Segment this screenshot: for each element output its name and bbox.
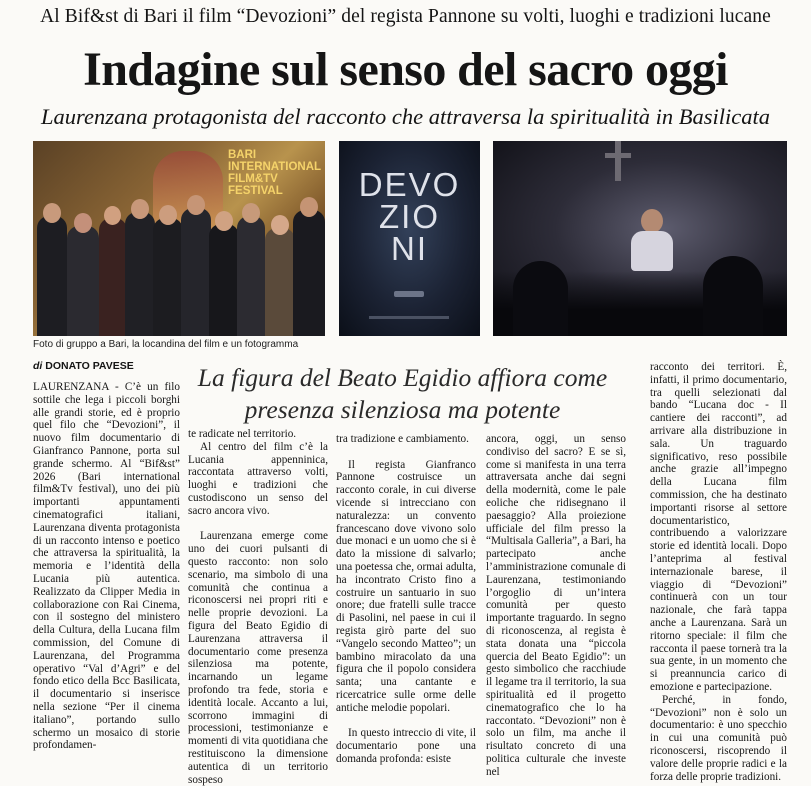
person (153, 218, 183, 336)
paragraph: tra tradizione e cambiamento. (336, 433, 469, 445)
person (181, 208, 211, 336)
article-column-1 (33, 381, 180, 752)
face (131, 199, 149, 219)
film-still (493, 141, 787, 336)
paragraph: Il regista Gianfranco Pannone costruisce un racconto corale, in cui diverse vicende si intrecciano con naturalezza: un convento francescano dove vivono solo due monaci e un uomo che si è dato la missione di salvarlo; una poetessa che, ormai adulta, ha incontrato Cristo fino a costruire un santuario in suo onore; due fratelli sulle tracce di Pasolini, nel paese in cui il regista girò parte del suo “Vangelo secondo Matteo”; un bambino miracolato da una figura che il popolo considera santa; una cantante e ricercatrice sulle orme delle antiche melodie popolari. (336, 458, 476, 714)
person (293, 210, 325, 336)
face (187, 195, 205, 215)
film-poster (339, 141, 480, 336)
byline-prefix: di (33, 360, 43, 372)
face (104, 206, 121, 225)
person (37, 216, 67, 336)
paragraph: Laurenzana emerge come uno dei cuori pulsanti di questo racconto: non solo scenario, ma simbolo di una comunità che continua a riconoscersi nei propri riti e nelle proprie devozioni. La figura del Beato Egidio di Laurenzana attraversa il documentario come presenza silenziosa ma potente, incarnando un legame profondo tra fede, storia e identità locale. Accanto a lui, scorrono immagini di processioni, testimonianze e momenti di vita quotidiana che restituiscono la dimensione autentica di un territorio sospeso (188, 530, 328, 786)
cross-icon (615, 141, 621, 181)
photo-caption: Foto di gruppo a Bari, la locandina del film e un fotogramma (33, 339, 299, 350)
poster-billing-block (369, 316, 449, 319)
group-photo (33, 141, 325, 336)
subhead: Laurenzana protagonista del racconto che attraversa la spiritualità in Basilicata (41, 104, 770, 129)
article-column-4 (486, 433, 626, 779)
article-column-3 (336, 433, 476, 766)
face (159, 205, 177, 225)
paragraph: Al centro del film c’è la Lucania appenninica, raccontata attraverso volti, luoghi e tradizioni che custodiscono un senso del sacro ancora vivo. (188, 440, 328, 517)
poster-title: DEVO ZIO NI (358, 166, 461, 267)
face (74, 213, 92, 233)
paragraph: ancora, oggi, un senso condiviso del sacro? E se sì, come si manifesta in una terra attraversata anche dai segni della modernità, come le pale eoliche che ridisegnano il paesaggio? Alla proiezione ufficiale del film presso la “Multisala Galleria”, a Bari, ha partecipato anche l’amministrazione comunale di Laurenzana, testimoniando l’orgoglio di un’intera comunità per questo importante traguardo. In segno di riconoscenza, al regista è stata donata una “piccola quercia del Beato Egidio”: un gesto simbolico che racchiude il legame tra il territorio, la sua spiritualità ed il progetto cinematografico che lo ha raccontato. “Devozioni” non è solo un film, ma anche il risultato concreto di una politica culturale che investe nel (486, 433, 626, 778)
person (209, 224, 239, 336)
person (265, 228, 295, 336)
face (215, 211, 233, 231)
face (271, 215, 289, 235)
person (67, 226, 99, 336)
audience-member (703, 256, 763, 336)
cross-bar (605, 153, 631, 158)
pull-quote: La figura del Beato Egidio affiora come presenza silenziosa ma potente (197, 363, 608, 424)
poster-credits-mark (394, 291, 424, 297)
person (99, 218, 127, 336)
face (43, 203, 61, 223)
paragraph: Perché, in fondo, “Devozioni” non è solo un documentario: è uno specchio in cui una comunità può riconoscersi, riscoprendo il valore delle proprie radici e la forza delle proprie tradizioni. (650, 693, 787, 783)
byline (33, 360, 134, 372)
person (125, 212, 155, 336)
paragraph: te radicate nel territorio. (188, 428, 297, 440)
singer-face (641, 209, 663, 233)
paragraph: In questo intreccio di vite, il documentario pone una domanda profonda: esiste (336, 727, 476, 765)
singer-figure (631, 231, 673, 271)
headline: Indagine sul senso del sacro oggi (83, 43, 728, 96)
paragraph: LAURENZANA - C’è un filo sottile che lega i piccoli borghi alle grandi storie, ed è proprio quel filo che “Devozioni”, il nuovo film documentario di Gianfranco Pannone, porta sul grande schermo. Al “Bif&st” 2026 (Bari international film&Tv festival), uno dei più importanti appuntamenti cinematografici italiani, Laurenzana diventa protagonista di un racconto intenso e poetico che attraversa la spiritualità, la memoria e l’identità della Lucania più autentica. Realizzato da Clipper Media in collaborazione con Rai Cinema, con il sostegno del ministero della Cultura, della Lucana film commission, del Comune di Laurenzana, del Programma operativo “Val d’Agri” e del fondo etico della Bcc Basilicata, il documentario si inserisce nella sezione “Per il cinema italiano”, portando sullo schermo un mosaico di storie profondamen- (33, 381, 180, 752)
festival-sign: BARI INTERNATIONAL FILM&TV FESTIVAL (228, 149, 322, 197)
author-name: DONATO PAVESE (45, 360, 134, 372)
person (237, 216, 265, 336)
audience-member (513, 261, 568, 336)
article-column-2 (188, 428, 328, 786)
article-column-5 (650, 361, 787, 783)
face (242, 203, 260, 223)
paragraph: racconto dei territori. È, infatti, il primo documentario, tra quelli selezionati dal bando “Lucana doc - Il cantiere dei racconti”, ad arrivare alla distribuzione in sala. Un traguardo significativo, reso possibile anche grazie all’impegno della Lucana film commission, che ha destinato importanti risorse al settore documentaristico, contribuendo a valorizzare storie ed identità locali. Dopo l’anteprima al festival internazionale barese, il viaggio di “Devozioni” continuerà con un tour nazionale, che farà tappa anche a Laurenzana. Sarà un ritorno speciale: il film che racconta il paese tornerà tra la sua gente, in un momento che si preannuncia carico di emozione e partecipazione. (650, 361, 787, 693)
face (300, 197, 318, 217)
kicker: Al Bif&st di Bari il film “Devozioni” del regista Pannone su volti, luoghi e tradizioni lucane (40, 6, 771, 27)
